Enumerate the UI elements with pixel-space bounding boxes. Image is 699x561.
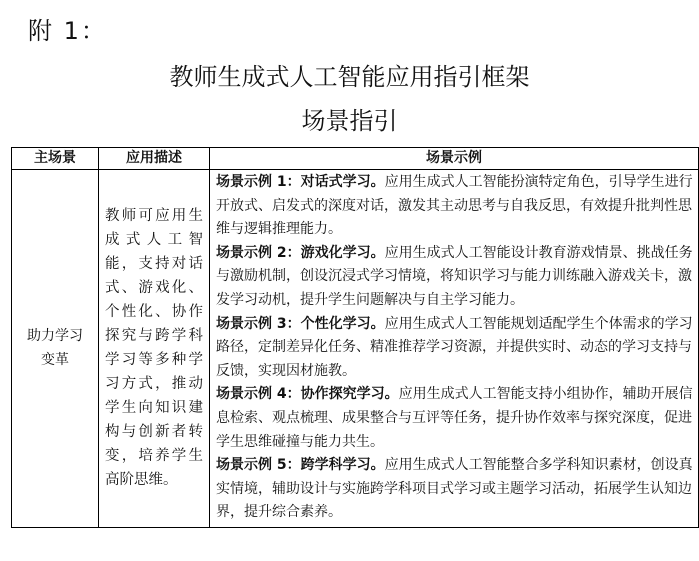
annex-label: 附 1： [28, 17, 107, 45]
examples-cell [210, 170, 699, 528]
header-description: 应用描述 [99, 148, 210, 170]
example-text: 应用生成式人工智能设计教育游戏情景、挑战任务与激励机制，创设沉浸式学习情境，将知识学习与能力训练融入游戏关卡，激发学习动机，提升学生问题解决与自主学习能力。 [216, 244, 693, 308]
example-text: 应用生成式人工智能支持小组协作，辅助开展信息检索、观点梳理、成果整合与互评等任务，提升协作效率与探究深度，促进学生思维碰撞与能力共生。 [216, 386, 693, 450]
document-subtitle: 场景指引 [301, 107, 398, 135]
main-scene-cell [12, 170, 99, 528]
example-label: 场景示例 5：跨学科学习。 [216, 457, 385, 474]
main-scene-line: 变革 [41, 352, 69, 369]
scene-example-1 [216, 171, 694, 242]
table-row [12, 170, 699, 528]
example-label: 场景示例 3：个性化学习。 [216, 315, 385, 332]
header-examples: 场景示例 [210, 148, 699, 170]
example-label: 场景示例 1：对话式学习。 [216, 174, 385, 190]
example-text: 应用生成式人工智能整合多学科知识素材，创设真实情境，辅助设计与实施跨学科项目式学习或主题学习活动，拓展学生认知边界，提升综合素养。 [216, 457, 693, 521]
scene-example-2 [216, 242, 694, 313]
scene-example-4 [216, 383, 694, 454]
main-scene-line: 助力学习 [27, 328, 83, 345]
scene-guide-table [11, 147, 699, 528]
example-label: 场景示例 4：协作探究学习。 [216, 386, 399, 403]
example-text: 应用生成式人工智能规划适配学生个体需求的学习路径，定制差异化任务、精准推荐学习资源，并提供实时、动态的学习支持与反馈，实现因材施教。 [216, 315, 693, 379]
header-main-scene: 主场景 [12, 148, 99, 170]
description-cell: 教师可应用生成式人工智能，支持对话式、游戏化、个性化、协作探究与跨学科学习等多种学习方式，推动学生向知识建构与创新者转变，培养学生高阶思维。 [99, 170, 210, 528]
example-label: 场景示例 2：游戏化学习。 [216, 244, 385, 261]
example-text: 应用生成式人工智能扮演特定角色，引导学生进行开放式、启发式的深度对话，激发其主动思考与自我反思，有效提升批判性思维与逻辑推理能力。 [216, 174, 693, 238]
document-title: 教师生成式人工智能应用指引框架 [169, 63, 530, 91]
scene-example-3 [216, 313, 694, 384]
scene-example-5 [216, 454, 694, 525]
table-header-row [12, 148, 699, 170]
